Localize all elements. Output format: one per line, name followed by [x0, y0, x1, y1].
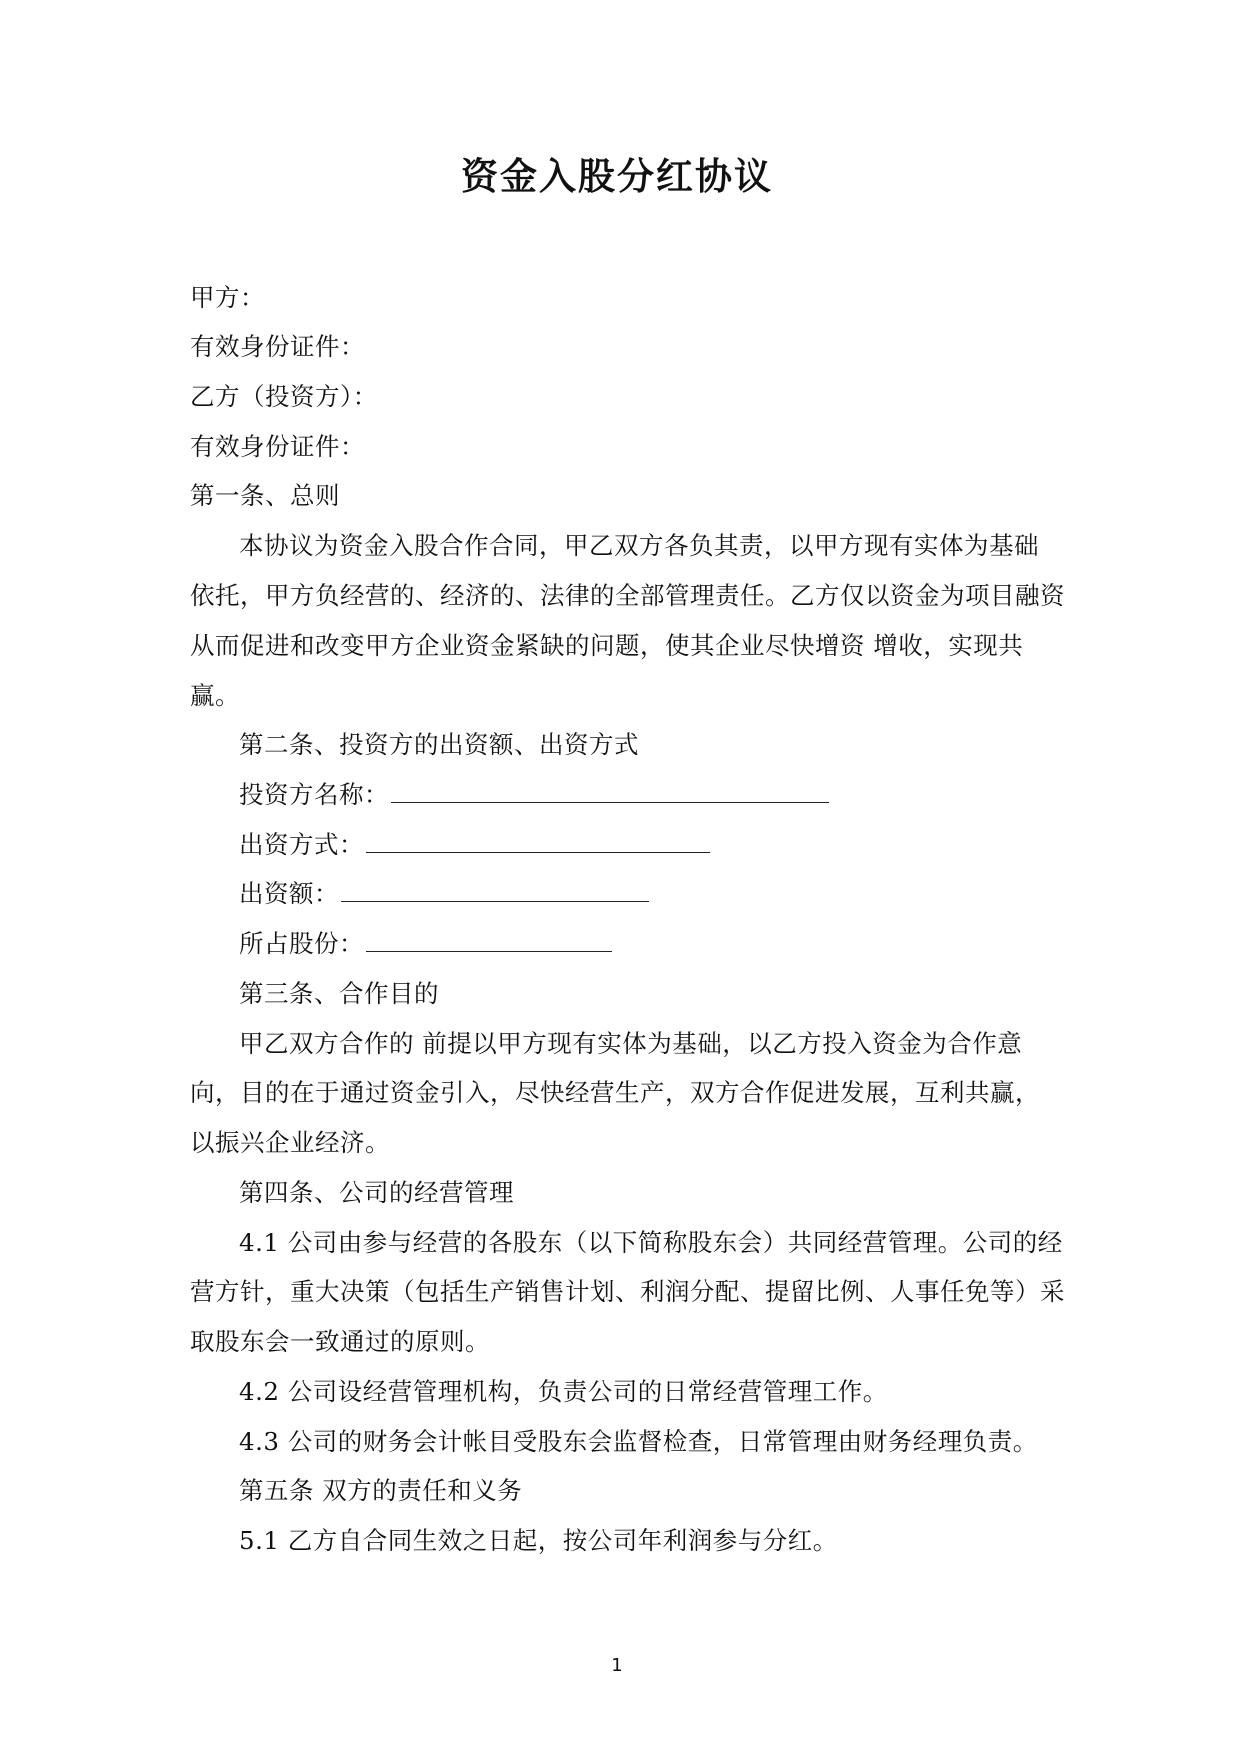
investor-name-field: [239, 779, 1109, 811]
article-3-line: 向，目的在于通过资金引入，尽快经营生产，双方合作促进发展，互利共赢，: [190, 1078, 1040, 1107]
share-ratio-field: [239, 928, 1109, 960]
party-b-line: 乙方（投资方）：: [190, 382, 378, 411]
article-1-line: 本协议为资金入股合作合同，甲乙双方各负其责，以甲方现有实体为基础: [239, 531, 1039, 560]
article-5-heading: 第五条 双方的责任和义务: [239, 1476, 523, 1505]
article-5-clause-1: 5.1 乙方自合同生效之日起，按公司年利润参与分红。: [239, 1526, 838, 1555]
article-1-heading: 第一条、总则: [190, 481, 340, 510]
article-1-line: 赢。: [190, 681, 240, 710]
contribution-method-label: 出资方式：: [239, 830, 364, 859]
contribution-amount-blank: [341, 879, 649, 902]
contribution-method-field: [239, 829, 1109, 861]
contribution-method-blank: [366, 830, 710, 853]
share-ratio-blank: [366, 929, 612, 952]
article-4-clause-2: 4.2 公司设经营管理机构，负责公司的日常经营管理工作。: [239, 1377, 888, 1406]
investor-name-blank: [391, 780, 829, 803]
article-4-clause-1-line: 营方针，重大决策（包括生产销售计划、利润分配、提留比例、人事任免等）采: [190, 1277, 1065, 1306]
article-4-clause-1-line: 取股东会一致通过的原则。: [190, 1327, 490, 1356]
contribution-amount-label: 出资额：: [239, 879, 339, 908]
investor-name-label: 投资方名称：: [239, 780, 389, 809]
party-a-line: 甲方：: [190, 283, 265, 312]
article-2-heading: 第二条、投资方的出资额、出资方式: [239, 730, 639, 759]
article-4-heading: 第四条、公司的经营管理: [239, 1178, 514, 1207]
article-4-clause-1-line: 4.1 公司由参与经营的各股东（以下简称股东会）共同经营管理。公司的经: [239, 1228, 1063, 1257]
article-3-line: 以振兴企业经济。: [190, 1128, 390, 1157]
contribution-amount-field: [239, 878, 1109, 910]
article-3-heading: 第三条、合作目的: [239, 979, 439, 1008]
party-b-id-line: 有效身份证件：: [190, 432, 365, 461]
article-1-line: 从而促进和改变甲方企业资金紧缺的问题，使其企业尽快增资 增收，实现共: [190, 631, 1024, 660]
page-number: 1: [611, 1655, 623, 1676]
share-ratio-label: 所占股份：: [239, 929, 364, 958]
article-1-line: 依托，甲方负经营的、经济的、法律的全部管理责任。乙方仅以资金为项目融资: [190, 581, 1065, 610]
article-3-line: 甲乙双方合作的 前提以甲方现有实体为基础，以乙方投入资金为合作意: [239, 1029, 1023, 1058]
party-a-id-line: 有效身份证件：: [190, 332, 365, 361]
article-4-clause-3: 4.3 公司的财务会计帐目受股东会监督检查，日常管理由财务经理负责。: [239, 1427, 1038, 1456]
document-title: 资金入股分红协议: [461, 155, 773, 198]
